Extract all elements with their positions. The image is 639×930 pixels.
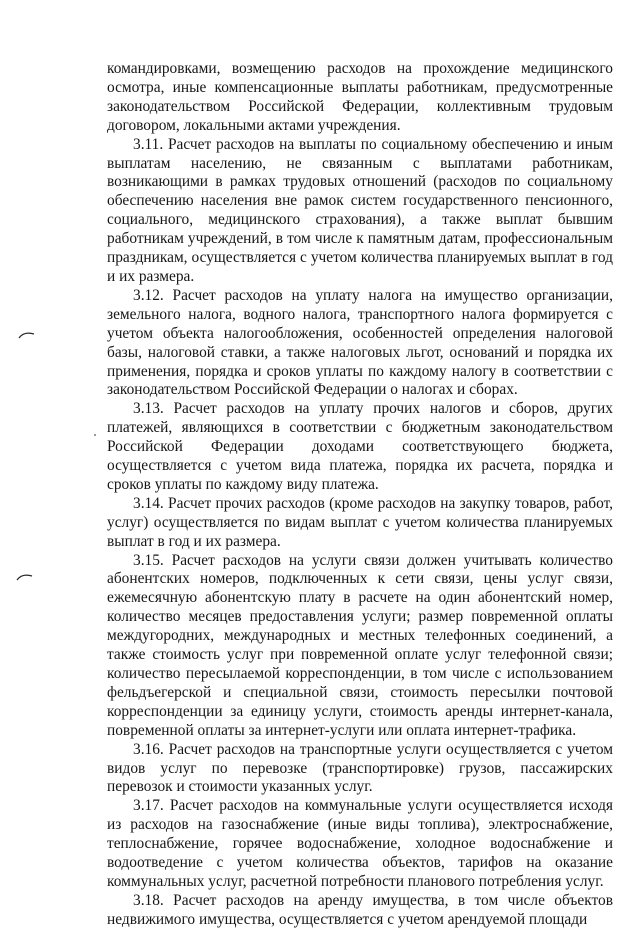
paragraph-3-13: 3.13. Расчет расходов на уплату прочих налогов и сборов, других платежей, являющихся в соответствии с бюджетным законодательством Российской Федерации доходами соответствующего бюджета, осуществляется с учетом вида платежа, порядка их расчета, порядка и сроков уплаты по каждому виду платежа.	[107, 400, 613, 493]
paragraph-3-16: 3.16. Расчет расходов на транспортные услуги осуществляется с учетом видов услуг по перевозке (транспортировке) грузов, пассажирских перевозок и стоимости указанных услуг.	[107, 740, 613, 796]
hole-punch-mark-icon	[18, 330, 36, 340]
paragraph-3-12: 3.12. Расчет расходов на уплату налога на имущество организации, земельного налога, водного налога, транспортного налога формируется с учетом объекта налогообложения, особенностей определения налоговой базы, налоговой ставки, а также налоговых льгот, оснований и порядка их применения, порядка и сроков уплаты по каждому налогу в соответствии с законодательством Российской Федерации о налогах и сборах.	[107, 286, 613, 399]
hole-punch-mark-icon	[16, 572, 34, 582]
paragraph-continuation: командировками, возмещению расходов на прохождение медицинского осмотра, иные компенсационные выплаты работникам, предусмотренные законодательством Российской Федерации, коллективным трудовым договором, локальными актами учреждения.	[107, 60, 613, 134]
document-page	[107, 60, 613, 930]
paragraph-3-17: 3.17. Расчет расходов на коммунальные услуги осуществляется исходя из расходов на газоснабжение (иные виды топлива), электроснабжение, теплоснабжение, горячее водоснабжение, холодное водоснабжение и водоотведение с учетом количества объектов, тарифов на оказание коммунальных услуг, расчетной потребности планового потребления услуг.	[107, 797, 613, 890]
paragraph-3-14: 3.14. Расчет прочих расходов (кроме расходов на закупку товаров, работ, услуг) осуществляется по видам выплат с учетом количества планируемых выплат в год и их размера.	[107, 494, 613, 550]
paragraph-3-15: 3.15. Расчет расходов на услуги связи должен учитывать количество абонентских номеров, подключенных к сети связи, цены услуг связи, ежемесячную абонентскую плату в расчете на один абонентский номер, количество месяцев предоставления услуги; размер повременной оплаты междугородних, международных и местных телефонных соединений, а также стоимость услуг при повременной оплате услуг телефонной связи; количество пересылаемой корреспонденции, в том числе с использованием фельдъегерской и специальной связи, стоимость пересылки почтовой корреспонденции за единицу услуги, стоимость аренды интернет-канала, повременной оплаты за интернет-услуги или оплата интернет-трафика.	[107, 551, 613, 739]
scan-speck	[94, 434, 96, 436]
paragraph-3-11: 3.11. Расчет расходов на выплаты по социальному обеспечению и иным выплатам населению, не связанным с выплатами работникам, возникающими в рамках трудовых отношений (расходов по социальному обеспечению населения вне рамок систем государственного пенсионного, социального, медицинского страхования), а также выплат бывшим работникам учреждений, в том числе к памятным датам, профессиональным праздникам, осуществляется с учетом количества планируемых выплат в год и их размера.	[107, 135, 613, 285]
paragraph-3-18: 3.18. Расчет расходов на аренду имущества, в том числе объектов недвижимого имущества, осуществляется с учетом арендуемой площади	[107, 891, 613, 928]
